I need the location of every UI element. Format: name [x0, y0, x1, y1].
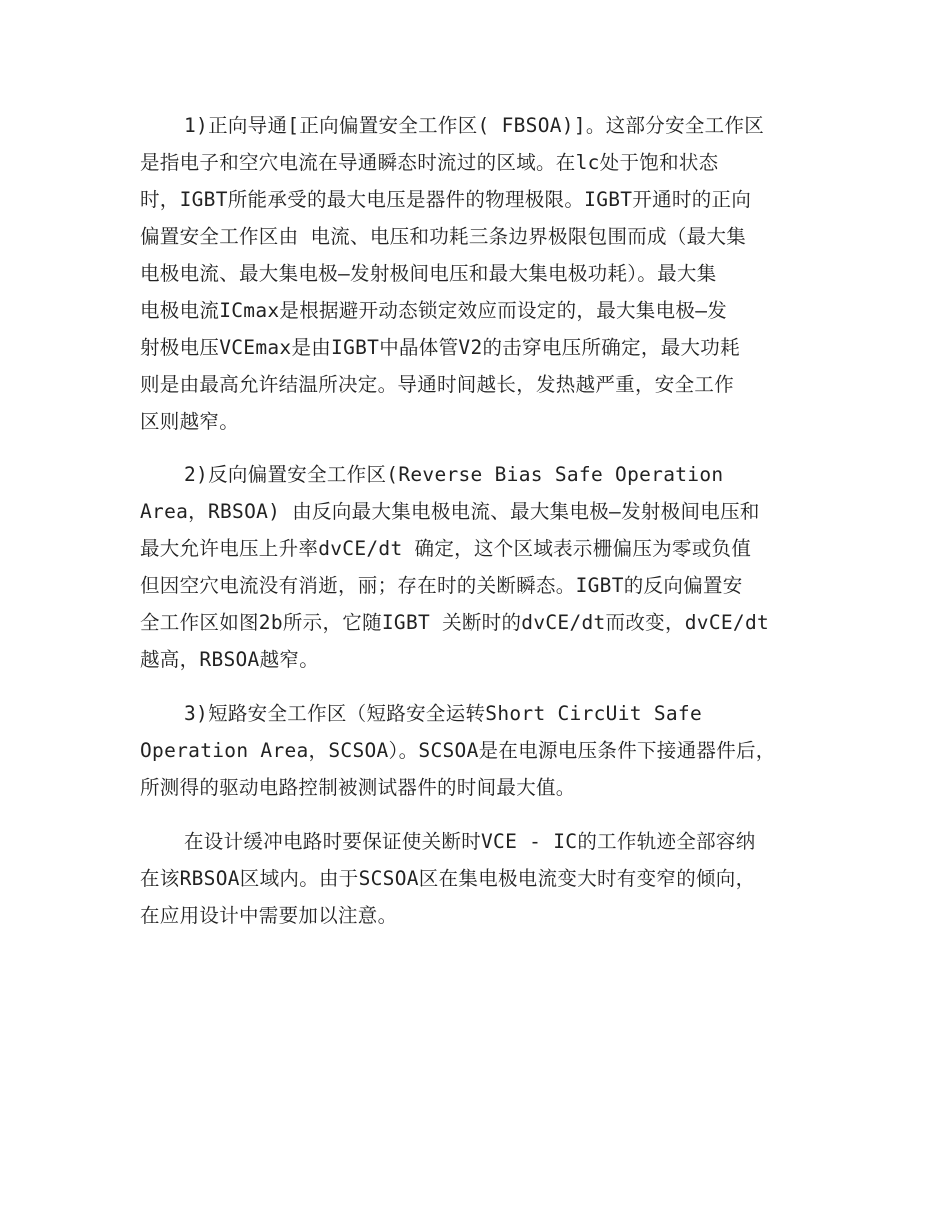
paragraph-snubber-design — [140, 823, 810, 934]
text-line: 电极电流、最大集电极—发射极间电压和最大集电极功耗）。最大集 — [140, 262, 717, 285]
text-line: 所测得的驱动电路控制被测试器件的时间最大值。 — [140, 776, 576, 799]
paragraph-scsoa — [140, 695, 810, 806]
document-body — [140, 107, 810, 934]
text-line: 在该RBSOA区域内。由于SCSOA区在集电极电流变大时有变窄的倾向， — [140, 867, 756, 890]
text-line: 但因空穴电流没有消逝，丽；存在时的关断瞬态。IGBT的反向偏置安 — [140, 574, 743, 597]
text-line: 是指电子和空穴电流在导通瞬态时流过的区域。在lc处于饱和状态 — [140, 151, 719, 174]
text-line: Operation Area，SCSOA）。SCSOA是在电源电压条件下接通器件后， — [140, 739, 776, 762]
text-line: 在应用设计中需要加以注意。 — [140, 904, 398, 927]
text-line: 最大允许电压上升率dvCE/dt 确定，这个区域表示栅偏压为零或负值 — [140, 537, 752, 560]
text-line: Area，RBSOA) 由反向最大集电极电流、最大集电极—发射极间电压和 — [140, 500, 760, 523]
paragraph-rbsoa — [140, 456, 810, 678]
text-line: 则是由最高允许结温所决定。导通时间越长，发热越严重，安全工作 — [140, 373, 735, 396]
text-line: 全工作区如图2b所示，它随IGBT 关断时的dvCE/dt而改变，dvCE/dt — [140, 611, 770, 634]
text-line: 1)正向导通[正向偏置安全工作区( FBSOA)]。这部分安全工作区 — [184, 114, 765, 137]
text-line: 电极电流ICmax是根据避开动态锁定效应而设定的，最大集电极—发 — [140, 299, 728, 322]
text-line: 时，IGBT所能承受的最大电压是器件的物理极限。IGBT开通时的正向 — [140, 188, 752, 211]
text-line: 区则越窄。 — [140, 410, 240, 433]
text-line: 2)反向偏置安全工作区(Reverse Bias Safe Operation — [184, 463, 724, 486]
paragraph-fbsoa — [140, 107, 810, 440]
text-line: 越高，RBSOA越窄。 — [140, 648, 319, 671]
text-line: 3)短路安全工作区（短路安全运转Short CircUit Safe — [184, 702, 702, 725]
text-line: 在设计缓冲电路时要保证使关断时VCE - IC的工作轨迹全部容纳 — [184, 830, 756, 853]
text-line: 射极电压VCEmax是由IGBT中晶体管V2的击穿电压所确定，最大功耗 — [140, 336, 740, 359]
text-line: 偏置安全工作区由 电流、电压和功耗三条边界极限包围而成（最大集 — [140, 225, 747, 248]
